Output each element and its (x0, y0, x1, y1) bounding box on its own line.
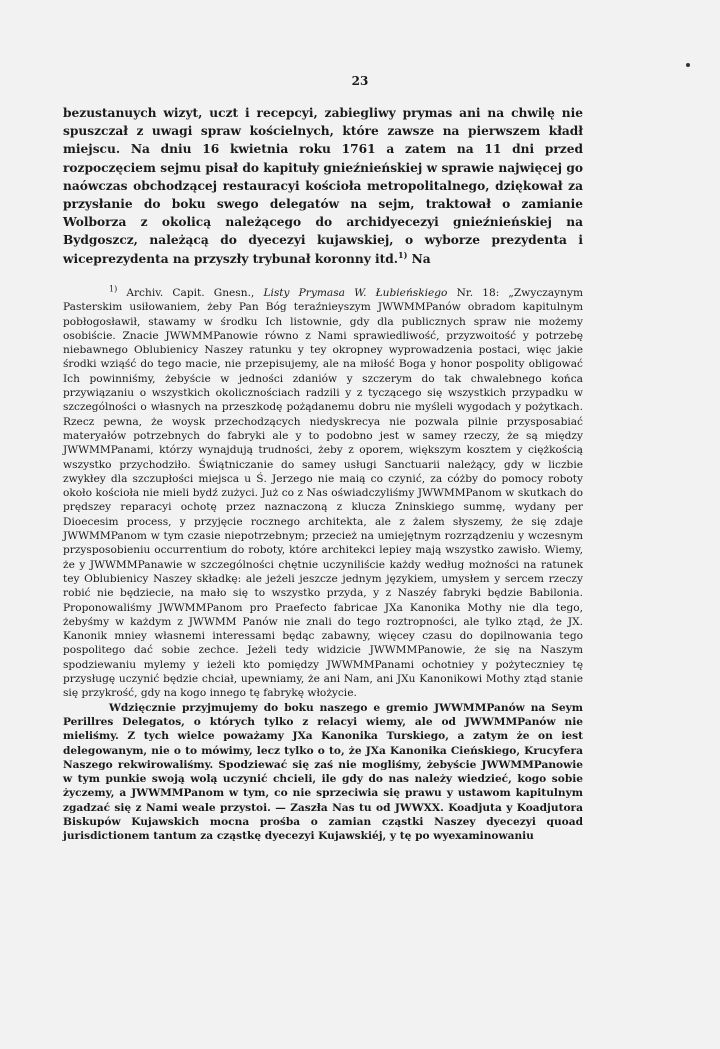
main-paragraph (63, 104, 583, 268)
footnote-reference: 1) (398, 249, 408, 260)
speck-mark (686, 63, 690, 67)
footnote (63, 286, 583, 844)
main-text-body: bezustanuych wizyt, uczt i recepcyi, zabiegliwy prymas ani na chwilę nie spuszczał z uwagi spraw kościelnych, które zawsze na pierwszem kładł miejscu. Na dniu 16 kwietnia roku 1761 a zatem na 11 dni przed rozpoczęciem sejmu pisał do kapituły gnieźnieńskiej w sprawie najwięcej go naówczas obchodzącej restauracyi kościoła metropolitalnego, dziękował za przysłanie do boku swego delegatów na sejm, traktował o zamianie Wolborza z okolicą należącego do archidyecezyi gnieźnieńskiej na Bydgoszcz, należącą do dyecezyi kujawskiej, o wyborze prezydenta i wiceprezydenta na przyszły trybunał koronny itd. (63, 106, 583, 266)
page-number: 23 (351, 74, 369, 88)
footnote-source: Archiv. Capit. Gnesn., (126, 287, 255, 299)
footnote-quote-part-2: Wdzięcznie przyjmujemy do boku naszego e gremio JWWMMPanów na Seym Perillres Delegatos, o których tylko z relacyi wiemy, ale od JWWMMPanów nie mieliśmy. Z tych wielce poważamy JXa Kanonika Turskiego, a zatym że on iest delegowanym, nie o to mówimy, lecz tylko o to, że JXa Kanonika Cieńskiego, Krucyfera Naszego rekwirowaliśmy. Spodziewać się zaś nie mogliśmy, żebyście JWWMMPanowie w tym punkie swoją wolą uczynić chcieli, ile gdy do nas należy wiedzieć, kogo sobie życzemy, a JWWMMPanom w tym, co nie sprzeciwia się prawu y ustawom kapitulnym zgadzać się z Nami weale przystoi. — Zaszła Nas tu od JWWXX. Koadjuta y Koadjutora Biskupów Kujawskich mocna prośba o zamian cząstki Naszey dyecezyi quoad jurisdictionem tantum za cząstkę dyecezyi Kujawskiéj, y tę po wyexaminowaniu (63, 701, 583, 843)
footnote-title: Listy Prymasa W. Łubieńskiego (263, 287, 448, 299)
footnote-ref: Nr. 18: (456, 287, 500, 299)
main-text-tail: Na (411, 251, 431, 266)
footnote-paragraph-2 (63, 701, 583, 844)
footnote-paragraph-1 (63, 286, 583, 701)
footnote-quote-part-1: „Zwyczaynym Pasterskim usiłowaniem, żeby Pan Bóg teraźnieyszym JWWMMPanów obradom kapitulnym pobłogosławił, stawamy w środku Ich listownie, gdy dla publicznych spraw nie możemy osobiście. Znacie JWWMMPanowie równo z Nami sprawiedliwość, przyzwoitość y potrzebę niebawnego Oblubienicy Naszey ratunku y tey okropney wyprowadzenia postaci, więc jakie środki wziąść do tego macie, nie przepisujemy, ale na miłość Boga y honor pospolity obligować Ich powinniśmy, żebyście w jedności zdaniów y szczerym do tak chwalebnego końca przywiązaniu o wszystkich okolicznościach radzili y z tyczącego się wszystkich przypadku w szczególności o własnych na przeszkodę pożądanemu dobru nie myśleli wygodach y pożytkach. Rzecz pewna, że woysk przechodzących niedyskrecya nie pozwala pilnie przysposabiać materyałów potrzebnych do fabryki ale y to podobno jest w samey rzeczy, że są między JWWMMPanami, którzy wynajdują trudności, żeby z oporem, większym kosztem y ciężkością wszystko przychodziło. Świątniczanie do samey usługi Sanctuarii należący, gdy w liczbie zwykłey dla szczupłości miejsca u Ś. Jerzego nie maią co czynić, za cóżby do pomocy roboty około kościoła nie mieli bydź zużyci. Już co z Nas oświadczyliśmy JWWMMPanom w skutkach do prędszey reparacyi ochotę przez naznaczoną z klucza Zninskiego summę, wydany per Dioecesim process, y przyjęcie rocznego architekta, ale z żalem słyszemy, że się zdaje JWWMMPanom w tym czasie niepotrzebnym; przecież na umiejętnym rozrządzeniu y wczesnym przysposobieniu occurrentium do roboty, które architekci lepiey mają wszystko zawisło. Wiemy, że y JWWMMPanawie w szczególności chętnie uczyniliście każdy według możności na ratunek tey Oblubienicy Naszey składkę: ale jeżeli jeszcze jednym językiem, umysłem y sercem rzeczy robić nie będziecie, na mało się to wszystko przyda, y z Naszéy fabryki będzie Babilonia. Proponowaliśmy JWWMMPanom pro Praefecto fabricae JXa Kanonika Mothy nie dla tego, żebyśmy w każdym z JWWMM Panów nie znali do tego roztropności, ale tylko ztąd, że JX. Kanonik mniey własnemi interessami będąc zabawny, więcey czasu do dopilnowania tego pospolitego dać sobie zechce. Jeżeli tedy widzicie JWWMMPanowie, że się na Naszym spodziewaniu mylemy y ieżeli kto pomiędzy JWWMMPanami ochotniey y pożyteczniey tę przysługę uczynić będzie chciał, upewniamy, że ani Nam, ani JXu Kanonikowi Mothy ztąd stanie się przykrość, gdy na kogo innego tę fabrykę włożycie. (63, 287, 583, 700)
footnote-mark: 1) (109, 284, 118, 294)
